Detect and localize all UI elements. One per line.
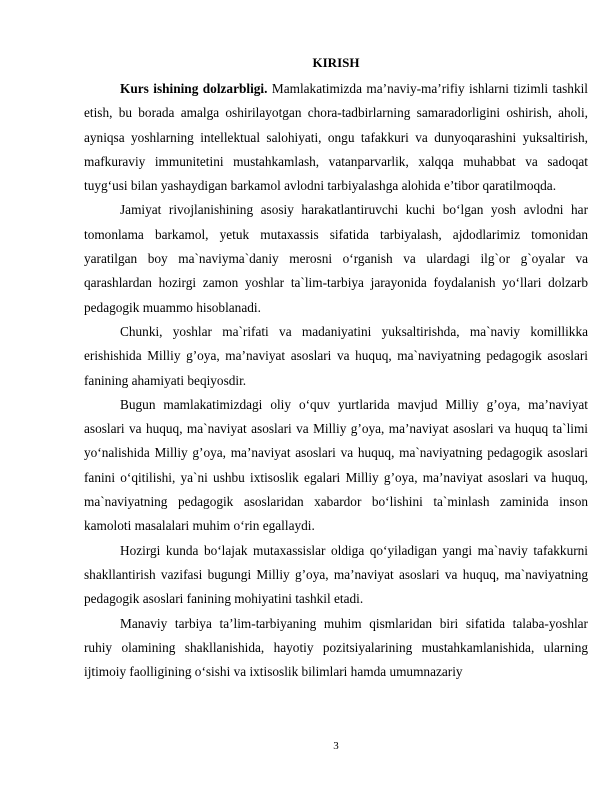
body-text [84, 77, 588, 684]
paragraph-text: Manaviy tarbiya ta’lim-tarbiyaning muhim qismlaridan biri sifatida talaba-yoshlar ruhiy olamining shakllanishida, hayotiy pozitsiyalarining mustahkamlanishida, ularning ijtimoiy faolligining o‘sishi va ixtisoslik bilimlari hamda umumnazariy [84, 615, 588, 680]
paragraph [84, 198, 588, 319]
paragraph-text: Hozirgi kunda bo‘lajak mutaxassislar oldiga qo‘yiladigan yangi ma`naviy tafakkurni shakllantirish vazifasi bugungi Milliy g’oya, ma’naviyat asoslari va huquq, ma`naviyatning pedagogik asoslari fanining mohiyatini tashkil etadi. [84, 542, 588, 607]
paragraph [84, 612, 588, 685]
paragraph [84, 320, 588, 393]
paragraph-lead: Kurs ishining dolzarbligi. [120, 81, 268, 96]
paragraph-text: Jamiyat rivojlanishining asosiy harakatlantiruvchi kuchi bo‘lgan yosh avlodni har tomonlama barkamol, yetuk mutaxassis sifatida tarbiyalash, ajdodlarimiz tomonidan yaratilgan boy ma`naviyma`daniy merosni o‘rganish va ulardagi ilg`or g`oyalar va qarashlardan hozirgi zamon yoshlar ta`lim-tarbiya jarayonida foydalanish yo‘llari dolzarb pedagogik muammo hisoblanadi. [84, 202, 588, 315]
paragraph [84, 539, 588, 612]
paragraph-text: Bugun mamlakatimizdagi oliy o‘quv yurtlarida mavjud Milliy g’oya, ma’naviyat asoslari va huquq, ma`naviyat asoslari va Milliy g’oya, ma’naviyat asoslari va huquq ta`limi yo‘nalishida Milliy g’oya, ma’naviyat asoslari va huquq, ma`naviyatning pedagogik asoslari fanini o‘qitilishi, ya`ni ushbu ixtisoslik egalari Milliy g’oya, ma’naviyat asoslari va huquq, ma`naviyatning pedagogik asoslaridan xabardor bo‘lishini ta`minlash zaminida inson kamoloti masalalari muhim o‘rin egallaydi. [84, 396, 588, 534]
paragraph-text: Mamlakatimizda ma’naviy-ma’rifiy ishlarni tizimli tashkil etish, bu borada amalga oshirilayotgan chora-tadbirlarning samaradorligini oshirish, aholi, ayniqsa yoshlarning intellektual salohiyati, ongu tafakkuri va dunyoqarashini yuksaltirish, mafkuraviy immunitetini mustahkamlash, vatanparvarlik, xalqqa muhabbat va sadoqat tuyg‘usi bilan yashaydigan barkamol avlodni tarbiyalashga alohida e’tibor qaratilmoqda. [84, 81, 588, 194]
page-number: 3 [333, 740, 339, 752]
paragraph-text: Chunki, yoshlar ma`rifati va madaniyatini yuksaltirishda, ma`naviy komillikka erishishida Milliy g’oya, ma’naviyat asoslari va huquq, ma`naviyatning pedagogik asoslari fanining ahamiyati beqiyosdir. [84, 323, 588, 388]
paragraph [84, 393, 588, 539]
paragraph [84, 77, 588, 198]
section-title: KIRISH [312, 55, 360, 70]
